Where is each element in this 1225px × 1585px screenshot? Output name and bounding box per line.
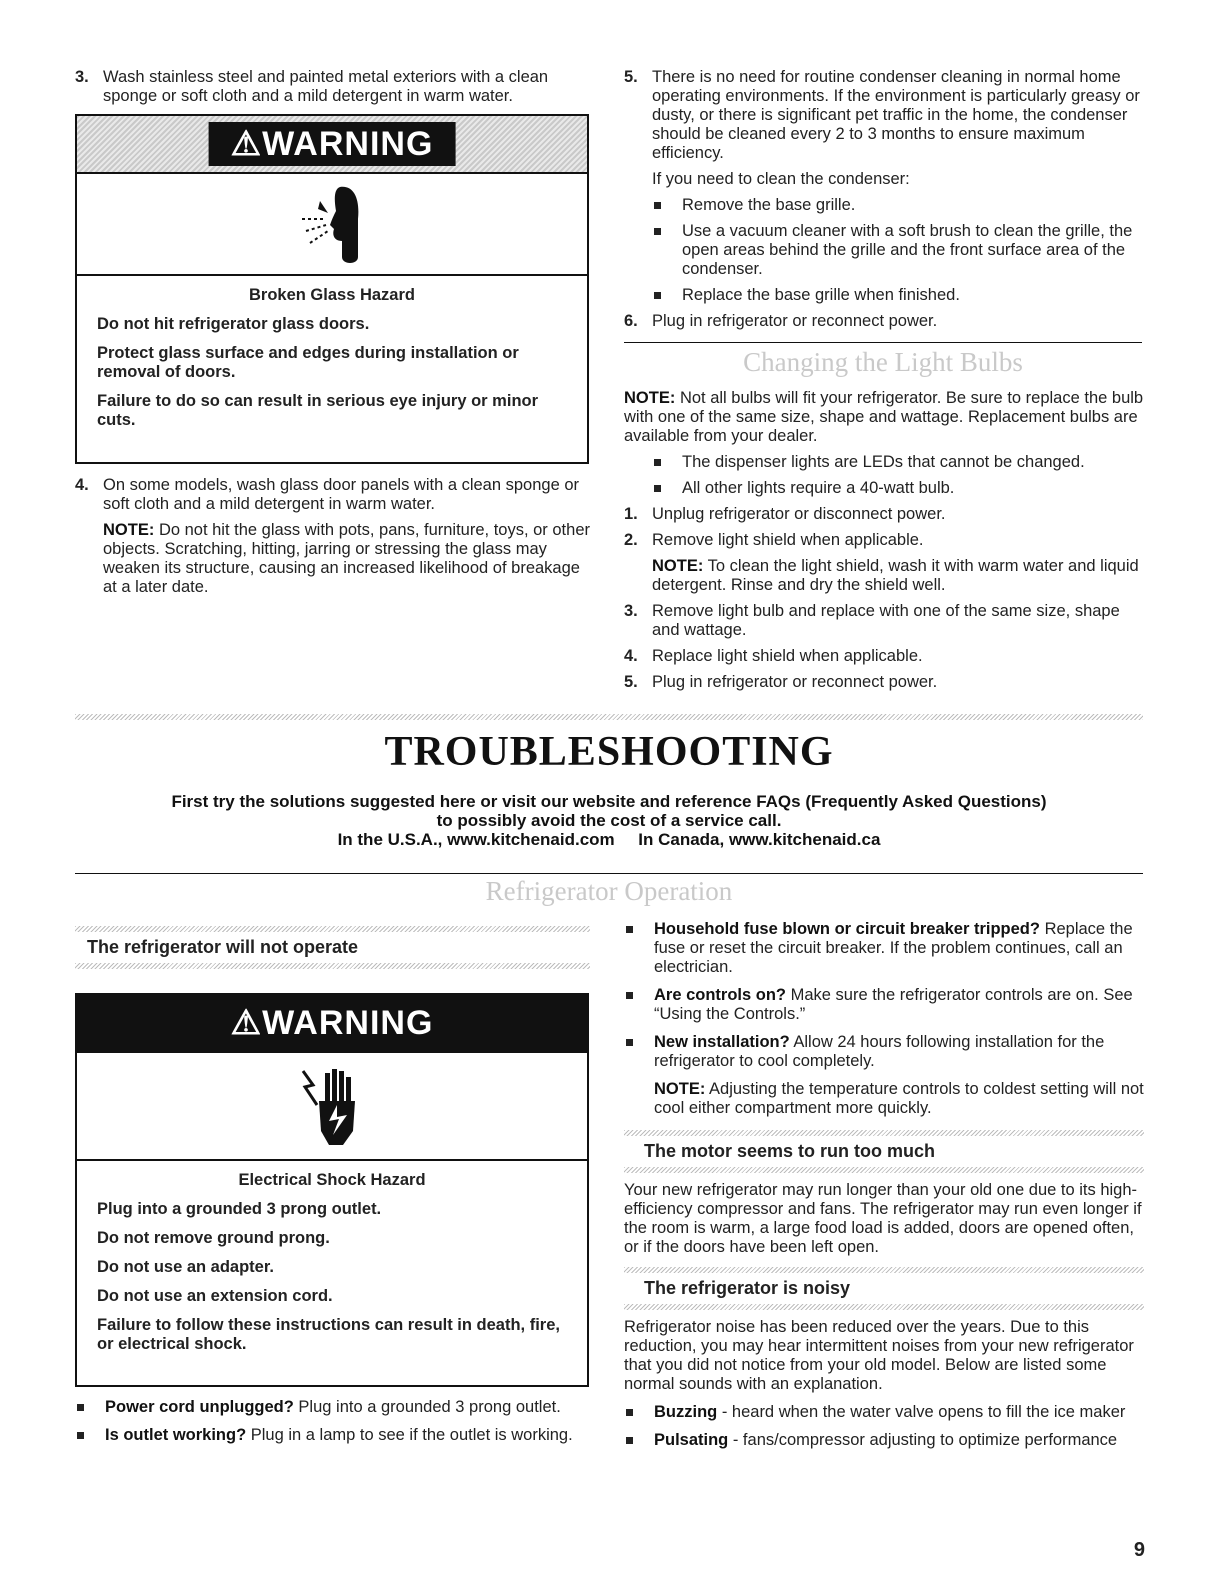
list-item-lead: Is outlet working? (105, 1426, 247, 1444)
warning-banner (77, 995, 587, 1053)
step-number: 4. (624, 647, 638, 665)
hatched-divider (75, 963, 590, 969)
warning-line: Do not use an extension cord. (97, 1287, 333, 1305)
troubleshooting-title: TROUBLESHOOTING (384, 729, 834, 775)
intro-line: In the U.S.A., www.kitchenaid.com In Canada, www.kitchenaid.ca (337, 830, 881, 849)
note-label: NOTE: (654, 1080, 706, 1098)
step-3 (75, 68, 590, 106)
list-item-lead: Pulsating (654, 1431, 729, 1449)
left-bottom-column (75, 926, 590, 969)
step-5-sub: If you need to clean the condenser: (652, 170, 910, 188)
section-subheading: The motor seems to run too much (644, 1141, 936, 1161)
list-item-text: Remove the base grille. (682, 196, 856, 214)
light-note (624, 389, 1144, 446)
note-label: NOTE: (624, 389, 676, 407)
list-item (624, 222, 1144, 279)
light-step-1 (624, 505, 1144, 524)
electric-shock-icon (77, 1053, 587, 1161)
motor-paragraph: Your new refrigerator may run longer than your old one due to its high-efficiency compressor and fans. The refrigerator may run even longer if the room is warm, a large food load is added, doors are opened often, or if the doors have been left open. (624, 1181, 1142, 1256)
section-subheading: The refrigerator will not operate (87, 937, 359, 957)
list-item (624, 986, 1144, 1024)
list-item-lead: Buzzing (654, 1403, 718, 1421)
note-text: Adjusting the temperature controls to coldest setting will not cool either compartment more quickly. (654, 1080, 1144, 1117)
light-step-5 (624, 673, 1144, 692)
warning-line: Plug into a grounded 3 prong outlet. (97, 1200, 382, 1218)
warning-line: Do not hit refrigerator glass doors. (97, 315, 370, 333)
note-label: NOTE: (652, 557, 704, 575)
light-bulbs-section (624, 389, 1144, 699)
step-number: 3. (624, 602, 638, 620)
hatched-divider (624, 1267, 1144, 1273)
light-step-3 (624, 602, 1144, 640)
hatched-divider (75, 926, 590, 932)
step-text: Plug in refrigerator or reconnect power. (652, 312, 938, 330)
list-item-text: Make sure the refrigerator controls are on. See “Using the Controls.” (654, 986, 1133, 1023)
step-5 (624, 68, 1144, 163)
list-item (624, 1431, 1144, 1450)
step-text: On some models, wash glass door panels with a clean sponge or soft cloth and a mild detergent in warm water. (103, 476, 580, 513)
list-item-text: - fans/compressor adjusting to optimize performance (728, 1431, 1118, 1449)
step-number: 3. (75, 68, 89, 86)
list-item-text: Use a vacuum cleaner with a soft brush to clean the grille, the open areas behind the grille and the front surface area of the condenser. (682, 222, 1133, 278)
step-6 (624, 312, 1144, 331)
list-item-lead: Household fuse blown or circuit breaker tripped? (654, 920, 1040, 938)
list-item (624, 453, 1144, 472)
warning-title: ⚠WARNING (209, 122, 456, 166)
list-item-text: Allow 24 hours following installation for the refrigerator to cool completely. (654, 1033, 1105, 1070)
list-item-text: The dispenser lights are LEDs that cannot be changed. (682, 453, 1085, 471)
step-4-note (75, 521, 590, 597)
list-item (624, 1033, 1144, 1071)
list-item-lead: New installation? (654, 1033, 790, 1051)
list-item-text: - heard when the water valve opens to fill the ice maker (717, 1403, 1126, 1421)
troubleshooting-intro (75, 792, 1143, 849)
step-text: Remove light bulb and replace with one of the same size, shape and wattage. (652, 602, 1120, 639)
list-item-text: Replace the fuse or reset the circuit breaker. If the problem continues, call an electrician. (654, 920, 1133, 976)
hatched-divider (624, 1167, 1144, 1173)
hazard-name: Broken Glass Hazard (249, 286, 415, 304)
note-label: NOTE: (103, 521, 155, 539)
left-step-4 (75, 476, 590, 604)
divider (624, 342, 1142, 343)
left-bottom-bullets (75, 1398, 595, 1454)
list-item-text: Replace the base grille when finished. (682, 286, 960, 304)
shock-warning-box (75, 993, 589, 1387)
list-item-text: All other lights require a 40-watt bulb. (682, 479, 955, 497)
warning-line: Do not use an adapter. (97, 1258, 274, 1276)
list-item (624, 196, 1144, 215)
list-item-text: Plug in a lamp to see if the outlet is working. (246, 1426, 573, 1444)
warning-line: Do not remove ground prong. (97, 1229, 330, 1247)
step-number: 6. (624, 312, 638, 330)
hatched-divider (624, 1130, 1144, 1136)
step-text: Replace light shield when applicable. (652, 647, 923, 665)
step-text: Plug in refrigerator or reconnect power. (652, 673, 938, 691)
list-item (624, 1403, 1144, 1422)
right-top-column (624, 68, 1144, 338)
warning-title: ⚠WARNING (77, 995, 587, 1051)
step-number: 2. (624, 531, 638, 549)
step-text: Wash stainless steel and painted metal exteriors with a clean sponge or soft cloth and a mild detergent in warm water. (103, 68, 549, 105)
note-text: Do not hit the glass with pots, pans, furniture, toys, or other objects. Scratching, hitting, jarring or stressing the glass may weaken its structure, causing an increased likelihood of breakage at a later date. (103, 521, 590, 596)
light-step-2 (624, 531, 1144, 550)
section-subheading: The refrigerator is noisy (644, 1278, 851, 1298)
list-item-lead: Are controls on? (654, 986, 787, 1004)
step-number: 1. (624, 505, 638, 523)
left-top-column (75, 68, 590, 113)
step-number: 4. (75, 476, 89, 494)
step-text: Remove light shield when applicable. (652, 531, 924, 549)
new-installation-note (624, 1080, 1144, 1118)
note-text: To clean the light shield, wash it with warm water and liquid detergent. Rinse and dry the shield well. (652, 557, 1139, 594)
list-item (75, 1426, 595, 1445)
intro-line: First try the solutions suggested here or visit our website and reference FAQs (Frequently Asked Questions) (171, 792, 1047, 811)
list-item-lead: Power cord unplugged? (105, 1398, 294, 1416)
step-4 (75, 476, 590, 514)
step-number: 5. (624, 68, 638, 86)
hazard-name: Electrical Shock Hazard (238, 1171, 426, 1189)
page-number: 9 (1133, 1539, 1145, 1561)
list-item (624, 479, 1144, 498)
step-number: 5. (624, 673, 638, 691)
light-step-4 (624, 647, 1144, 666)
warning-line: Failure to do so can result in serious eye injury or minor cuts. (97, 392, 539, 429)
divider (75, 873, 1143, 874)
warning-body (77, 1161, 587, 1372)
eye-injury-icon (77, 174, 587, 276)
light-bulbs-heading: Changing the Light Bulbs (743, 347, 1023, 377)
noisy-paragraph: Refrigerator noise has been reduced over the years. Due to this reduction, you may hear intermittent noises from your new refrigerator that you did not notice from your old model. Below are listed some normal sounds with an explanation. (624, 1318, 1134, 1393)
light-step-2-note (624, 557, 1144, 595)
right-bottom-column (624, 920, 1144, 1459)
list-item (75, 1398, 595, 1417)
warning-line: Protect glass surface and edges during installation or removal of doors. (97, 344, 519, 381)
list-item (624, 920, 1144, 977)
list-item (624, 286, 1144, 305)
hatched-divider (624, 1304, 1144, 1310)
step-text: Unplug refrigerator or disconnect power. (652, 505, 946, 523)
warning-body (77, 276, 587, 448)
step-text: There is no need for routine condenser cleaning in normal home operating environments. If the environment is particularly greasy or dusty, or there is significant pet traffic in the home, the condenser should be cleaned every 2 to 3 months to ensure maximum efficiency. (652, 68, 1140, 162)
note-text: Not all bulbs will fit your refrigerator. Be sure to replace the bulb with one of the same size, shape and wattage. Replacement bulbs are available from your dealer. (624, 389, 1144, 445)
hatched-divider (75, 714, 1143, 720)
glass-warning-box (75, 114, 589, 464)
refrigerator-operation-heading: Refrigerator Operation (485, 876, 733, 906)
intro-line: to possibly avoid the cost of a service call. (436, 811, 782, 830)
warning-banner (77, 116, 587, 174)
list-item-text: Plug into a grounded 3 prong outlet. (293, 1398, 561, 1416)
warning-line: Failure to follow these instructions can result in death, fire, or electrical shock. (97, 1316, 560, 1353)
